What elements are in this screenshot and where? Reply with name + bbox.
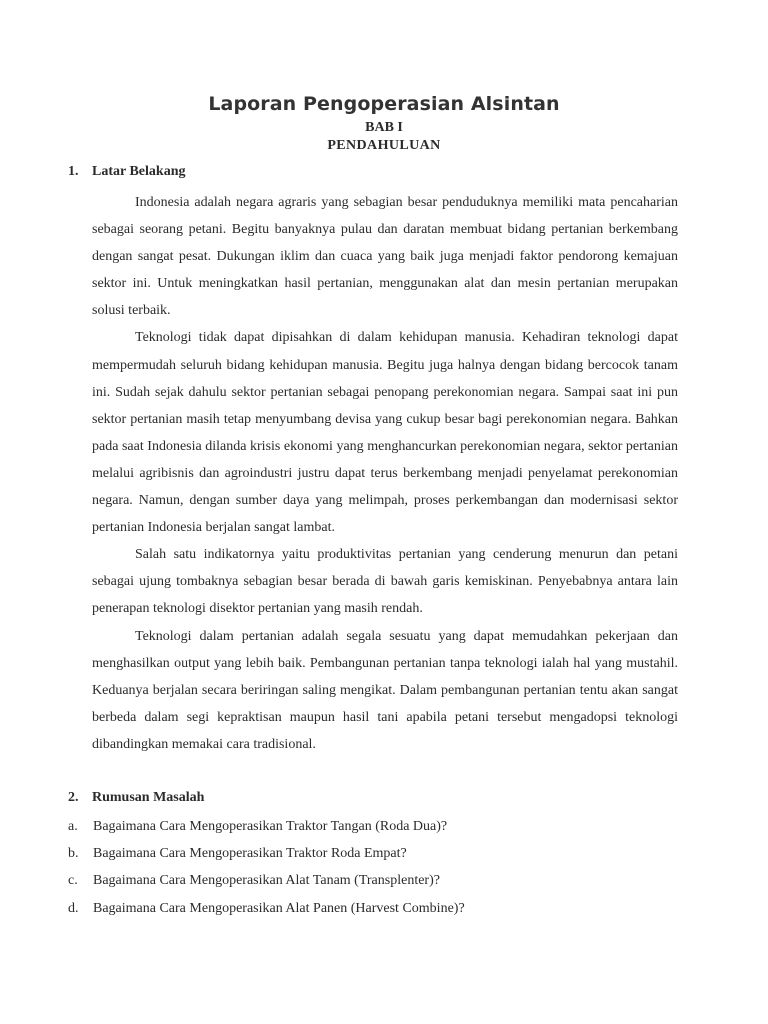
list-item bbox=[68, 895, 688, 922]
paragraph: Indonesia adalah negara agraris yang sebagian besar penduduknya memiliki mata pencaharian sebagai seorang petani. Begitu banyaknya pulau dan daratan membuat bidang pertanian berkembang dengan sangat pesat. Dukungan iklim dan cuaca yang baik juga menjadi faktor pendorong kemajuan sektor ini. Untuk meningkatkan hasil pertanian, menggunakan alat dan mesin pertanian merupakan solusi terbaik. bbox=[92, 195, 678, 319]
problem-list bbox=[68, 813, 688, 922]
list-item bbox=[68, 840, 688, 867]
list-text: Bagaimana Cara Mengoperasikan Alat Tanam (Transplenter)? bbox=[93, 873, 440, 889]
section-body-latar-belakang bbox=[92, 189, 678, 758]
list-letter: d. bbox=[68, 900, 79, 916]
document-title: Laporan Pengoperasian Alsintan bbox=[208, 93, 560, 115]
chapter-title: PENDAHULUAN bbox=[327, 138, 441, 153]
paragraph: Teknologi tidak dapat dipisahkan di dalam kehidupan manusia. Kehadiran teknologi dapat mempermudah seluruh bidang kehidupan manusia. Begitu juga halnya dengan bidang bercocok tanam ini. Sudah sejak dahulu sektor pertanian sebagai penopang perekonomian negara. Sampai saat ini pun sektor pertanian masih tetap menyumbang devisa yang cukup besar bagi perekonomian negara. Bahkan pada saat Indonesia dilanda krisis ekonomi yang menghancurkan perekonomian negara, sektor pertanian melalui agribisnis dan agroindustri justru dapat terus berkembang menjadi penyelamat perekonomian negara. Namun, dengan sumber daya yang melimpah, proses perkembangan dan modernisasi sektor pertanian Indonesia berjalan sangat lambat. bbox=[92, 330, 678, 536]
section-number: 2. bbox=[68, 790, 79, 805]
list-letter: b. bbox=[68, 846, 79, 862]
list-item bbox=[68, 813, 688, 840]
section-heading-text: Latar Belakang bbox=[92, 164, 186, 179]
paragraph: Teknologi dalam pertanian adalah segala sesuatu yang dapat memudahkan pekerjaan dan menghasilkan output yang lebih baik. Pembangunan pertanian tanpa teknologi ialah hal yang mustahil. Keduanya berjalan secara beriringan saling mengikat. Dalam pembangunan pertanian tentu akan sangat berbeda dalam segi kepraktisan maupun hasil tani apabila petani tersebut mengadopsi teknologi dibandingkan memakai cara tradisional. bbox=[92, 628, 678, 752]
list-text: Bagaimana Cara Mengoperasikan Traktor Roda Empat? bbox=[93, 846, 407, 862]
list-letter: c. bbox=[68, 873, 78, 889]
paragraph: Salah satu indikatornya yaitu produktivitas pertanian yang cenderung menurun dan petani sebagai ujung tombaknya sebagian besar berada di bawah garis kemiskinan. Penyebabnya antara lain penerapan teknologi disektor pertanian yang masih rendah. bbox=[92, 547, 678, 617]
section-heading-text: Rumusan Masalah bbox=[92, 790, 205, 805]
list-item bbox=[68, 867, 688, 894]
section-heading-rumusan-masalah bbox=[68, 790, 204, 806]
list-letter: a. bbox=[68, 819, 78, 834]
section-heading-latar-belakang bbox=[68, 164, 185, 180]
section-number: 1. bbox=[68, 164, 79, 179]
chapter-number: BAB I bbox=[365, 120, 403, 135]
list-text: Bagaimana Cara Mengoperasikan Traktor Tangan (Roda Dua)? bbox=[93, 819, 448, 834]
list-text: Bagaimana Cara Mengoperasikan Alat Panen (Harvest Combine)? bbox=[93, 900, 465, 916]
